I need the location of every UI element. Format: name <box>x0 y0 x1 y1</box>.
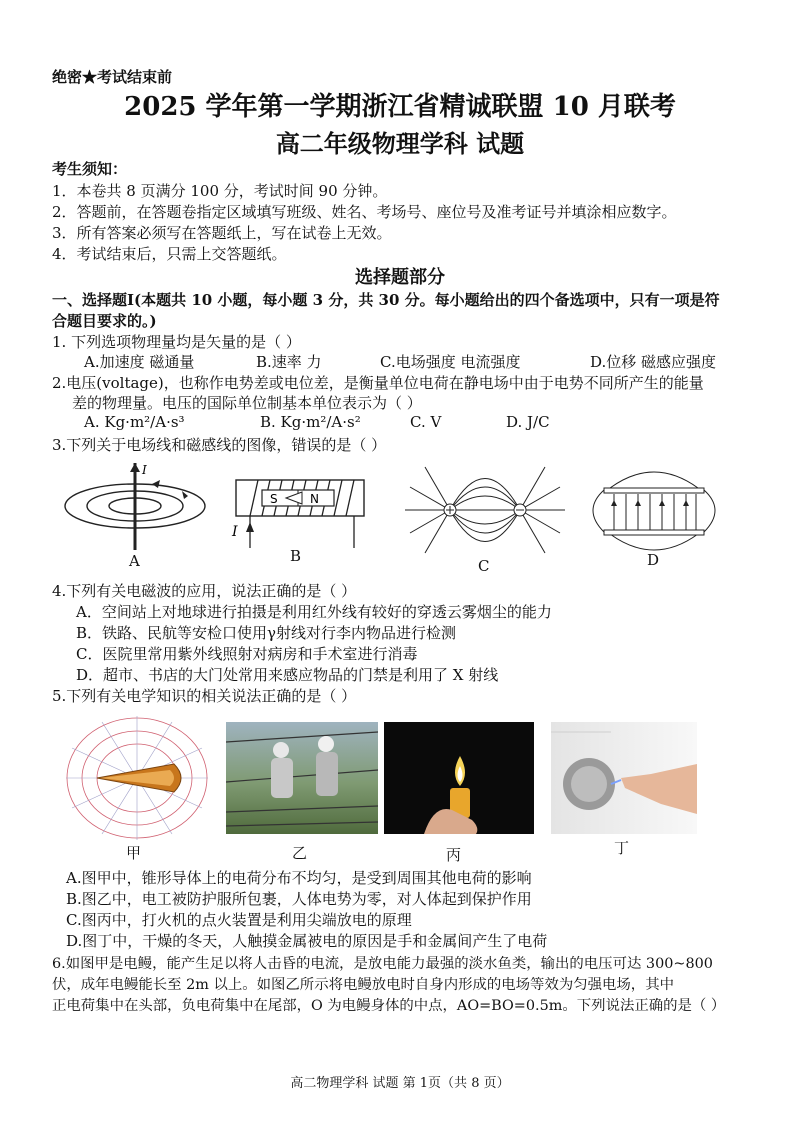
figure-c-dipole-field <box>400 452 570 572</box>
notice-item: 4．考试结束后，只需上交答题纸。 <box>52 245 287 263</box>
caption-bing: 丙 <box>446 846 462 864</box>
q2-stem-cont: 差的物理量。电压的国际单位制基本单位表示为（ ） <box>72 394 422 412</box>
q1-option-c: C.电场强度 电流强度 <box>380 353 521 371</box>
q6-stem-line3: 正电荷集中在头部，负电荷集中在尾部，O 为电鳗身体的中点，AO=BO=0.5m。下列说法正确的是（ ） <box>52 998 726 1014</box>
caption-jia: 甲 <box>126 844 142 862</box>
q6-stem-line1: 6.如图甲是电鳗，能产生足以将人击昏的电流，是放电能力最强的淡水鱼类，输出的电压可达 300~800 <box>52 956 713 972</box>
q1-stem: 1. 下列选项物理量均是矢量的是（ ） <box>52 333 301 351</box>
notice-item: 1．本卷共 8 页满分 100 分，考试时间 90 分钟。 <box>52 182 388 200</box>
q1-option-d: D.位移 磁感应强度 <box>590 353 717 371</box>
photo-yi-electricians <box>226 722 378 834</box>
figure-d-parallel-plates <box>584 458 724 558</box>
q2-option-d: D. J/C <box>506 413 550 431</box>
figure-jia-cone-conductor <box>62 712 212 847</box>
q2-option-a: A. Kg·m²/A·s³ <box>84 413 185 431</box>
figure-d-label: D <box>647 551 660 569</box>
figure-b-solenoid <box>228 470 368 550</box>
caption-ding: 丁 <box>614 839 630 857</box>
page-footer: 高二物理学科 试题 第 1页（共 8 页） <box>290 1076 510 1091</box>
photo-bing-lighter <box>384 722 534 834</box>
q6-stem-line2: 伏，成年电鳗能长至 2m 以上。如图乙所示将电鳗放电时自身内形成的电场等效为匀强电场，其中 <box>52 977 674 993</box>
figure-b-label: B <box>290 547 302 565</box>
notice-heading: 考生须知： <box>52 160 128 178</box>
q4-option-b: B．铁路、民航等安检口使用γ射线对行李内物品进行检测 <box>76 624 456 642</box>
section-instructions: 一、选择题Ⅰ(本题共 10 小题，每小题 3 分，共 30 分。每小题给出的四个备选项中，只有一项是符 <box>52 291 720 309</box>
q2-option-b: B. Kg·m²/A·s² <box>260 413 361 431</box>
magnet-s-label: S <box>270 492 278 506</box>
notice-item: 2．答题前，在答题卷指定区域填写班级、姓名、考场号、座位号及准考证号并填涂相应数字。 <box>52 203 677 221</box>
section-title: 选择题部分 <box>355 267 445 288</box>
figure-b-current-label: I <box>232 524 238 540</box>
secret-label: 绝密★考试结束前 <box>52 68 173 86</box>
q5-option-a: A.图甲中，锥形导体上的电荷分布不均匀，是受到周围其他电荷的影响 <box>66 869 532 887</box>
q4-option-a: A．空间站上对地球进行拍摄是利用红外线有较好的穿透云雾烟尘的能力 <box>76 603 552 621</box>
figure-c-label: C <box>478 557 490 575</box>
q5-option-d: D.图丁中，干燥的冬天，人触摸金属被电的原因是手和金属间产生了电荷 <box>66 932 548 950</box>
magnet-n-label: N <box>310 492 319 506</box>
exam-subtitle: 高二年级物理学科 试题 <box>275 129 525 158</box>
q3-stem: 3.下列关于电场线和磁感线的图像，错误的是（ ） <box>52 436 387 454</box>
caption-yi: 乙 <box>292 844 308 862</box>
notice-item: 3．所有答案必须写在答题纸上，写在试卷上无效。 <box>52 224 392 242</box>
q5-stem: 5.下列有关电学知识的相关说法正确的是（ ） <box>52 687 357 705</box>
photo-ding-doorknob <box>551 722 697 834</box>
q4-option-c: C．医院里常用紫外线照射对病房和手术室进行消毒 <box>76 645 418 663</box>
q1-option-a: A.加速度 磁通量 <box>84 353 195 371</box>
figure-a-current-label: I <box>142 463 147 477</box>
section-instructions-cont: 合题目要求的。) <box>52 312 157 330</box>
q2-stem: 2.电压(voltage)，也称作电势差或电位差，是衡量单位电荷在静电场中由于电势不同所产生的能量 <box>52 374 704 392</box>
q4-option-d: D．超市、书店的大门处常用来感应物品的门禁是利用了 X 射线 <box>76 666 499 684</box>
q4-stem: 4.下列有关电磁波的应用，说法正确的是（ ） <box>52 582 357 600</box>
exam-title: 2025 学年第一学期浙江省精诚联盟 10 月联考 <box>124 92 676 122</box>
q2-option-c: C. V <box>410 413 442 431</box>
q5-option-b: B.图乙中，电工被防护服所包裹，人体电势为零，对人体起到保护作用 <box>66 890 532 908</box>
q5-option-c: C.图丙中，打火机的点火装置是利用尖端放电的原理 <box>66 911 412 929</box>
figure-a-label: A <box>129 552 140 570</box>
q1-option-b: B.速率 力 <box>256 353 322 371</box>
